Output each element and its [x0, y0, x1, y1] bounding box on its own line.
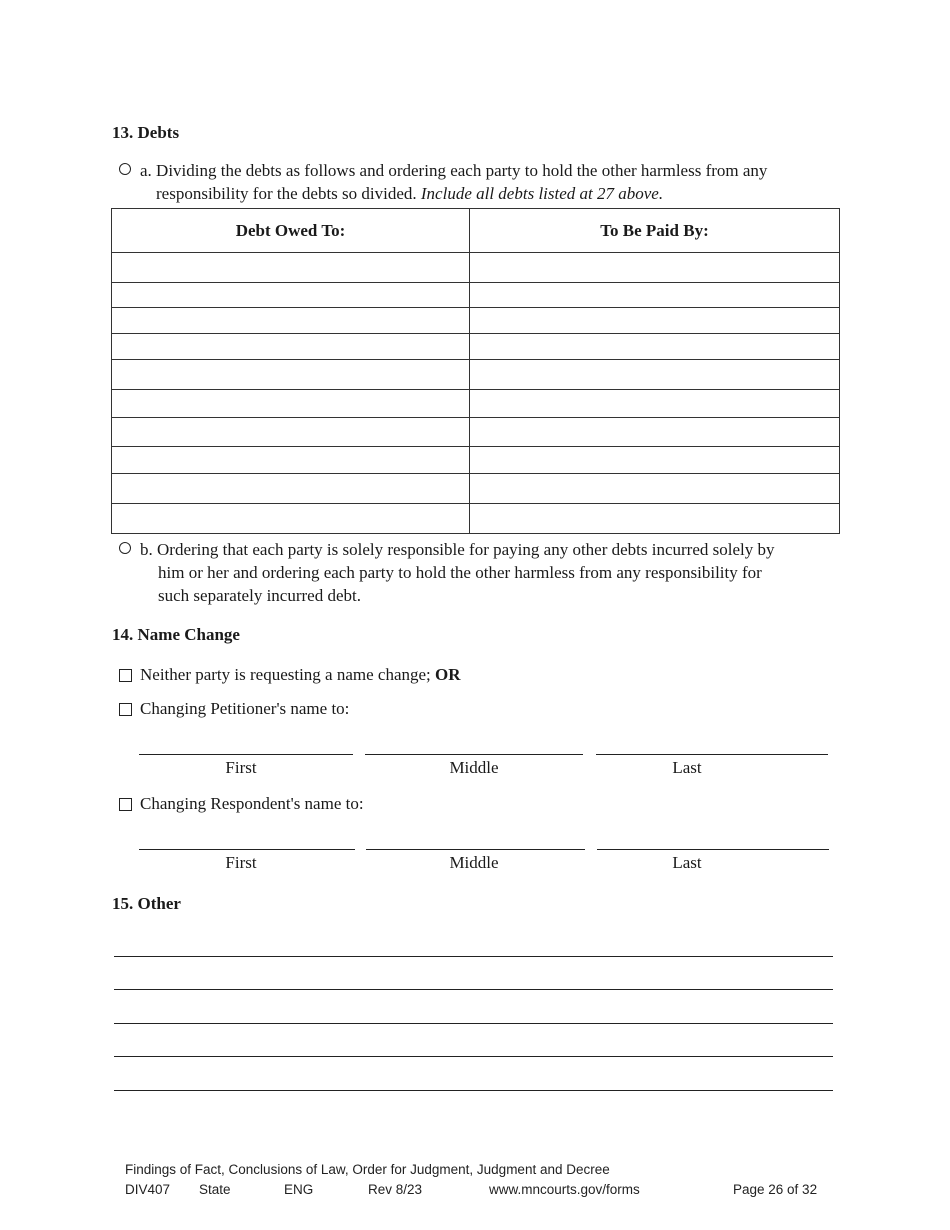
- table-row: [112, 447, 840, 474]
- debt-owed-to-cell[interactable]: [112, 283, 470, 308]
- petitioner-first-name-line[interactable]: [139, 754, 353, 755]
- table-row: [112, 253, 840, 283]
- other-line-2[interactable]: [114, 989, 833, 990]
- option-a-line1: a. Dividing the debts as follows and ordering each party to hold the other harmless from any: [140, 161, 768, 180]
- option-b-line3: such separately incurred debt.: [158, 586, 361, 605]
- section-13-heading: 13. Debts: [112, 123, 180, 142]
- respondent-first-name-line[interactable]: [139, 849, 355, 850]
- table-row: [112, 474, 840, 504]
- petitioner-middle-name-line[interactable]: [365, 754, 583, 755]
- to-be-paid-by-cell[interactable]: [470, 474, 840, 504]
- respondent-middle-name-line[interactable]: [366, 849, 585, 850]
- respondent-checkbox[interactable]: [119, 798, 132, 811]
- debt-owed-to-cell[interactable]: [112, 308, 470, 334]
- option-a-radio[interactable]: [119, 163, 131, 175]
- to-be-paid-by-cell[interactable]: [470, 283, 840, 308]
- debt-owed-to-cell[interactable]: [112, 334, 470, 360]
- debt-owed-to-cell[interactable]: [112, 418, 470, 447]
- neither-text: Neither party is requesting a name change;: [140, 665, 431, 684]
- option-b-line2: him or her and ordering each party to hold the other harmless from any responsibility for: [158, 563, 762, 582]
- respondent-last-name-line[interactable]: [597, 849, 829, 850]
- table-row: [112, 334, 840, 360]
- to-be-paid-by-cell[interactable]: [470, 334, 840, 360]
- to-be-paid-by-cell[interactable]: [470, 504, 840, 534]
- footer-language: ENG: [284, 1182, 314, 1197]
- to-be-paid-by-cell[interactable]: [470, 418, 840, 447]
- neither-label: [140, 663, 461, 686]
- header-debt-owed-to: Debt Owed To:: [112, 209, 470, 253]
- debt-owed-to-cell[interactable]: [112, 390, 470, 418]
- petitioner-last-name-line[interactable]: [596, 754, 828, 755]
- section-14-heading: 14. Name Change: [112, 625, 240, 644]
- table-header-row: [112, 209, 840, 253]
- footer-title: Findings of Fact, Conclusions of Law, Order for Judgment, Judgment and Decree: [125, 1162, 610, 1177]
- table-row: [112, 390, 840, 418]
- to-be-paid-by-cell[interactable]: [470, 253, 840, 283]
- option-b-text: [140, 538, 850, 607]
- option-a-line2-text: responsibility for the debts so divided.: [156, 184, 417, 203]
- petitioner-checkbox[interactable]: [119, 703, 132, 716]
- respondent-middle-caption: Middle: [449, 853, 499, 872]
- header-to-be-paid-by: To Be Paid By:: [470, 209, 840, 253]
- debt-owed-to-cell[interactable]: [112, 504, 470, 534]
- petitioner-label: Changing Petitioner's name to:: [140, 699, 350, 718]
- option-b-radio[interactable]: [119, 542, 131, 554]
- footer-revision: Rev 8/23: [368, 1182, 423, 1197]
- option-b-line1: b. Ordering that each party is solely responsible for paying any other debts incurred solely by: [140, 540, 775, 559]
- footer-form-id: DIV407: [125, 1182, 171, 1197]
- option-a-line2: [140, 182, 840, 205]
- other-line-5[interactable]: [114, 1090, 833, 1091]
- table-row: [112, 418, 840, 447]
- debt-owed-to-cell[interactable]: [112, 474, 470, 504]
- footer-jurisdiction: State: [199, 1182, 231, 1197]
- respondent-label: Changing Respondent's name to:: [140, 794, 364, 813]
- respondent-last-caption: Last: [672, 853, 702, 872]
- table-row: [112, 504, 840, 534]
- footer-page-number: Page 26 of 32: [733, 1182, 818, 1197]
- or-text: OR: [435, 665, 461, 684]
- to-be-paid-by-cell[interactable]: [470, 447, 840, 474]
- respondent-first-caption: First: [225, 853, 257, 872]
- table-row: [112, 308, 840, 334]
- to-be-paid-by-cell[interactable]: [470, 390, 840, 418]
- to-be-paid-by-cell[interactable]: [470, 360, 840, 390]
- debts-table: [111, 208, 840, 534]
- option-a-text: [140, 159, 840, 205]
- other-line-1[interactable]: [114, 956, 833, 957]
- petitioner-first-caption: First: [225, 758, 257, 777]
- table-row: [112, 283, 840, 308]
- debt-owed-to-cell[interactable]: [112, 447, 470, 474]
- debt-owed-to-cell[interactable]: [112, 360, 470, 390]
- neither-checkbox[interactable]: [119, 669, 132, 682]
- table-row: [112, 360, 840, 390]
- other-line-3[interactable]: [114, 1023, 833, 1024]
- debt-owed-to-cell[interactable]: [112, 253, 470, 283]
- option-a-instruction: Include all debts listed at 27 above.: [420, 184, 664, 203]
- petitioner-last-caption: Last: [672, 758, 702, 777]
- petitioner-middle-caption: Middle: [449, 758, 499, 777]
- other-line-4[interactable]: [114, 1056, 833, 1057]
- section-15-heading: 15. Other: [112, 894, 181, 913]
- to-be-paid-by-cell[interactable]: [470, 308, 840, 334]
- footer-url[interactable]: www.mncourts.gov/forms: [489, 1182, 640, 1197]
